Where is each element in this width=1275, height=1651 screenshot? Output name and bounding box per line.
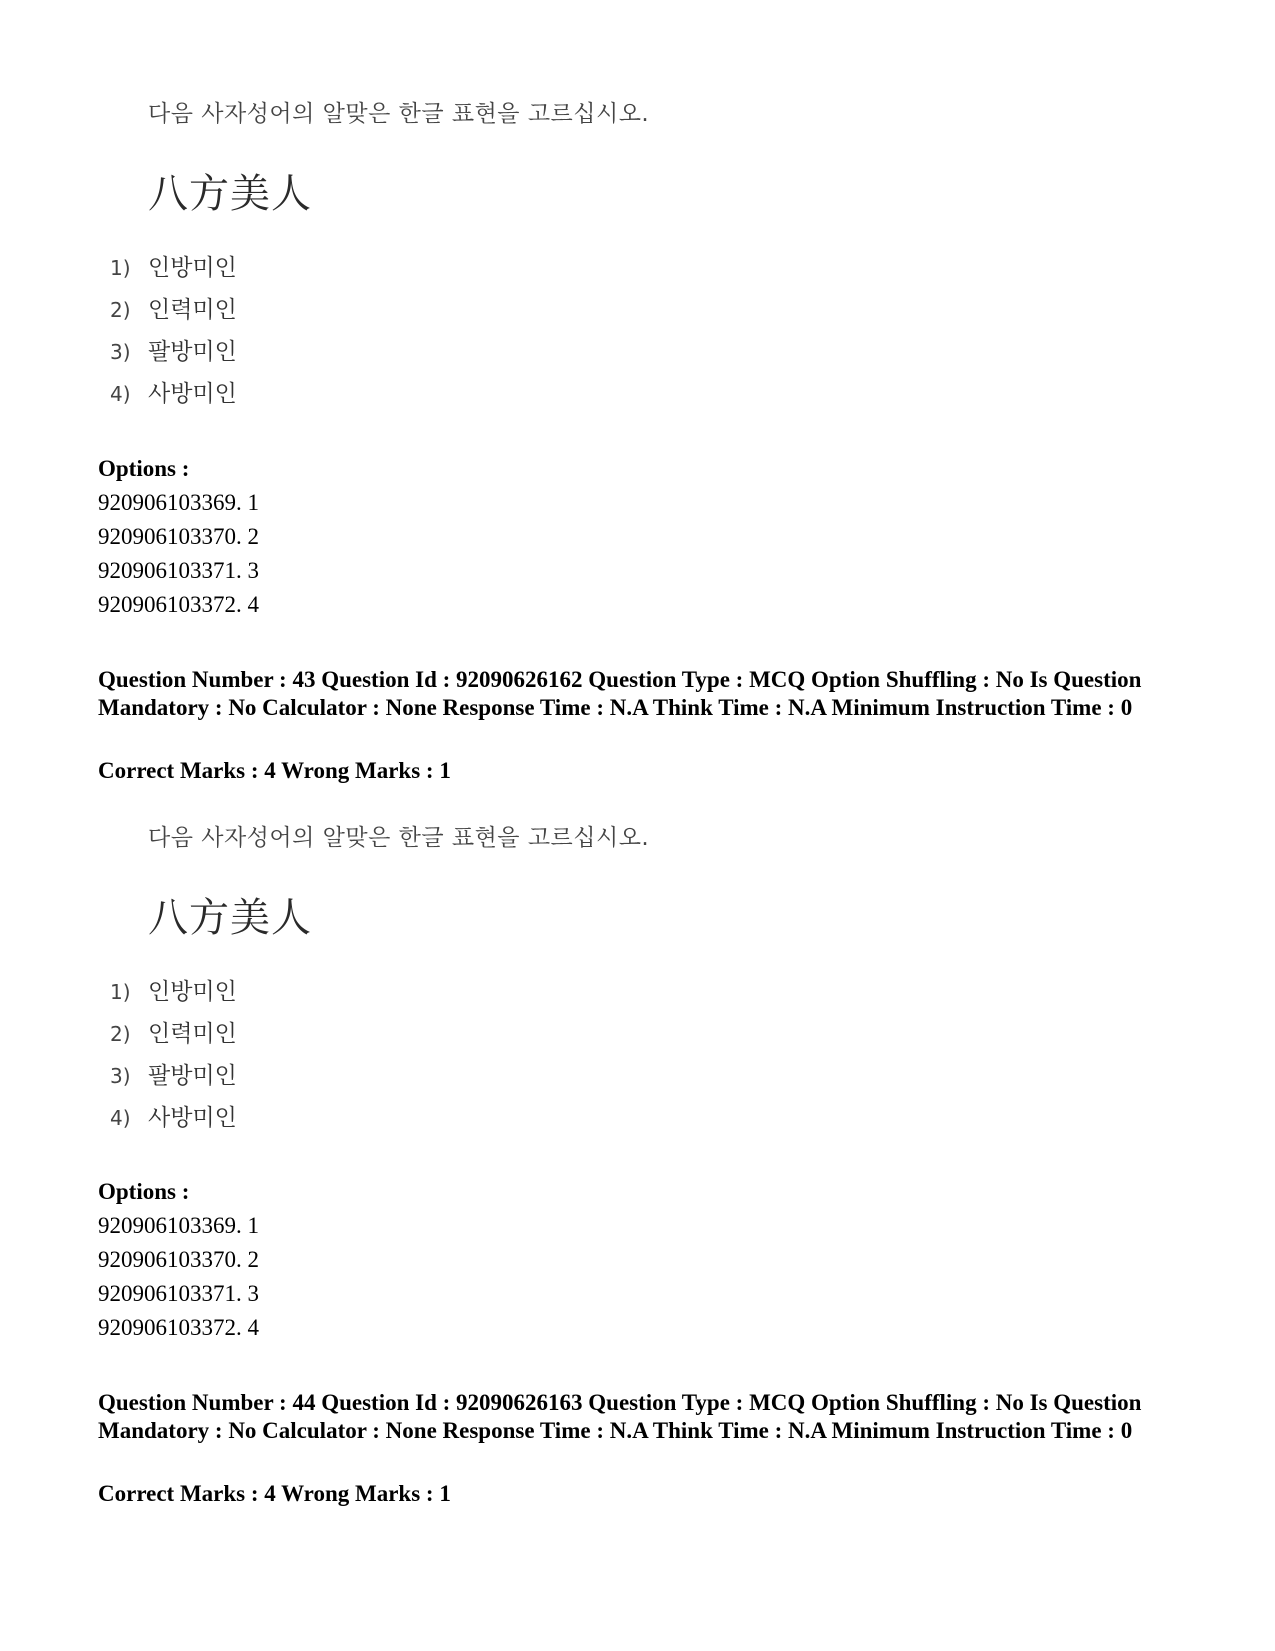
choice-text: 팔방미인: [148, 1063, 237, 1089]
choice-number: 3): [110, 340, 131, 364]
options-title: Options :: [98, 456, 190, 481]
idiom-text: 八方美人: [148, 171, 312, 217]
choice-number: 1): [110, 256, 131, 280]
option-item: 920906103370. 2: [98, 524, 259, 549]
choice-number: 4): [110, 1106, 131, 1130]
list-item: [110, 373, 237, 415]
choice-text: 사방미인: [148, 1105, 237, 1131]
question-prompt: 다음 사자성어의 알맞은 한글 표현을 고르십시오.: [148, 825, 650, 851]
choice-text: 인력미인: [148, 1021, 237, 1047]
choice-text: 팔방미인: [148, 339, 237, 365]
question-prompt: 다음 사자성어의 알맞은 한글 표현을 고르십시오.: [148, 101, 650, 127]
option-item: 920906103369. 1: [98, 1213, 259, 1238]
choice-number: 2): [110, 1022, 131, 1046]
idiom-text: 八方美人: [148, 895, 312, 941]
choice-number: 2): [110, 298, 131, 322]
question-meta: Question Number : 44 Question Id : 92090626163 Question Type : MCQ Option Shuffling : No Is Question Mandatory : No Calculator : None Response Time : N.A Think Time : N.A Minimum Instruction Time : 0: [98, 1390, 1142, 1443]
option-item: 920906103371. 3: [98, 1281, 259, 1306]
options-list: [98, 1175, 259, 1345]
choice-number: 4): [110, 382, 131, 406]
question-image: [148, 94, 649, 222]
choice-text: 인력미인: [148, 297, 237, 323]
question-meta: Question Number : 43 Question Id : 92090626162 Question Type : MCQ Option Shuffling : No Is Question Mandatory : No Calculator : None Response Time : N.A Think Time : N.A Minimum Instruction Time : 0: [98, 667, 1142, 720]
choice-list: [110, 971, 237, 1139]
list-item: [110, 1097, 237, 1139]
list-item: [110, 971, 237, 1013]
list-item: [110, 331, 237, 373]
choice-number: 3): [110, 1064, 131, 1088]
list-item: [110, 1013, 237, 1055]
option-item: 920906103371. 3: [98, 558, 259, 583]
marks-line: Correct Marks : 4 Wrong Marks : 1: [98, 758, 451, 783]
option-item: 920906103372. 4: [98, 1315, 259, 1340]
list-item: [110, 247, 237, 289]
marks-line: Correct Marks : 4 Wrong Marks : 1: [98, 1481, 451, 1506]
question-image: [148, 818, 649, 946]
list-item: [110, 289, 237, 331]
option-item: 920906103369. 1: [98, 490, 259, 515]
choice-text: 사방미인: [148, 381, 237, 407]
choice-text: 인방미인: [148, 979, 237, 1005]
option-item: 920906103372. 4: [98, 592, 259, 617]
list-item: [110, 1055, 237, 1097]
option-item: 920906103370. 2: [98, 1247, 259, 1272]
choice-list: [110, 247, 237, 415]
choice-number: 1): [110, 980, 131, 1004]
options-title: Options :: [98, 1179, 190, 1204]
options-list: [98, 452, 259, 622]
choice-text: 인방미인: [148, 255, 237, 281]
